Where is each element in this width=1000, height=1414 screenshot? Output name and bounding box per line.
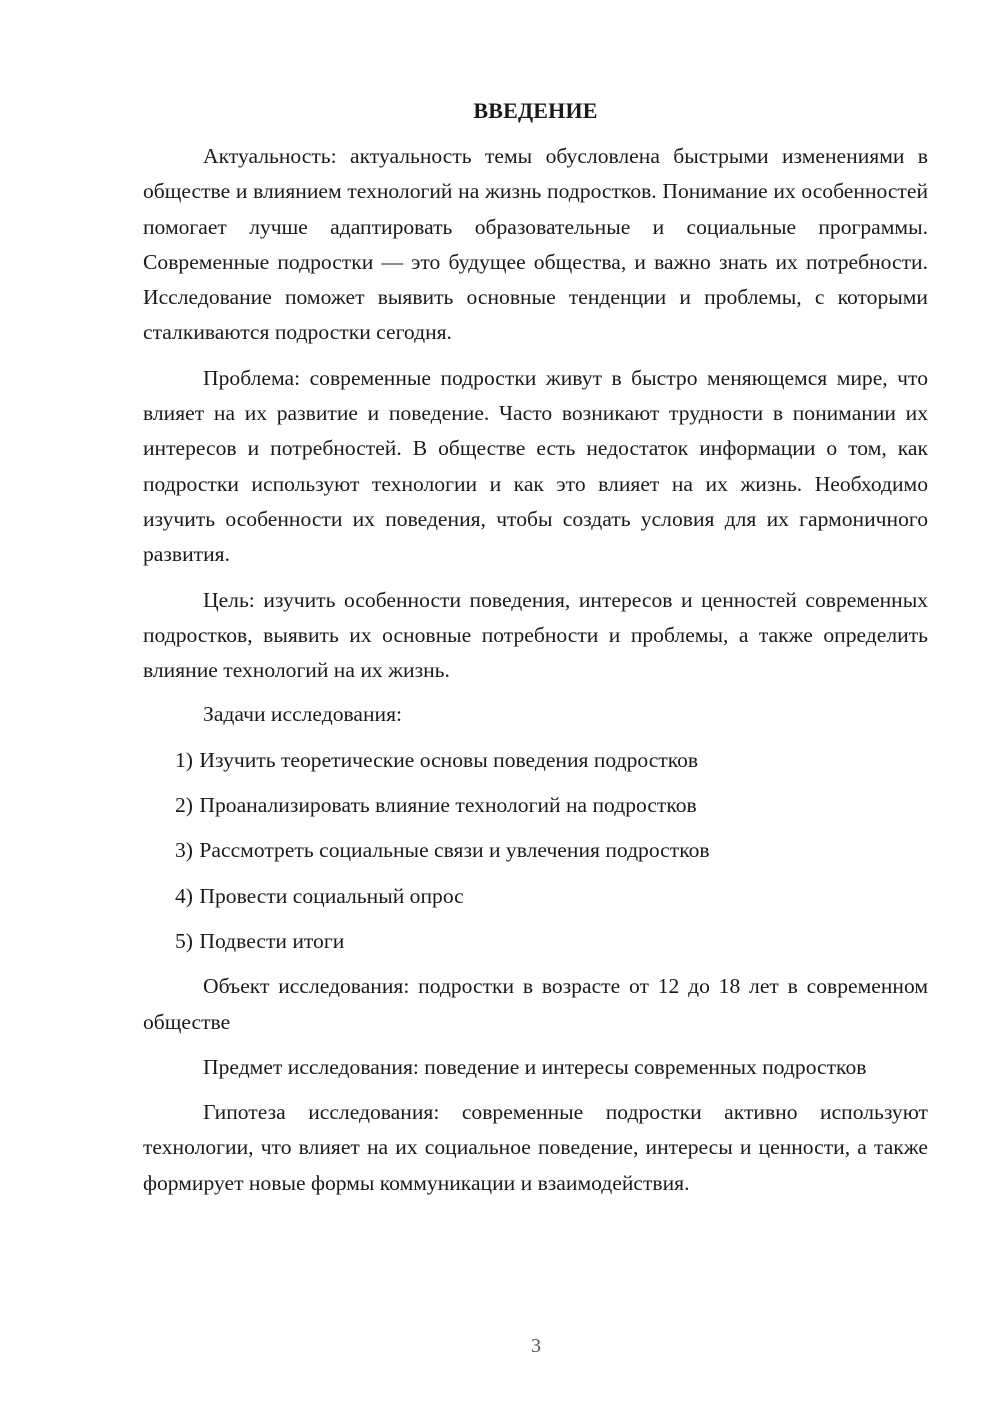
list-item-number: 5) bbox=[175, 928, 193, 953]
tasks-list bbox=[143, 743, 928, 959]
page-content bbox=[143, 95, 928, 1201]
list-item-text: Проанализировать влияние технологий на подростков bbox=[199, 793, 697, 818]
paragraph-relevance: Актуальность: актуальность темы обусловлена быстрыми изменениями в обществе и влиянием технологий на жизнь подростков. Понимание их особенностей помогает лучше адаптировать образовательные и социальные программы. Современные подростки — это будущее общества, и важно знать их потребности. Исследование поможет выявить основные тенденции и проблемы, с которыми сталкиваются подростки сегодня. bbox=[143, 144, 928, 345]
section-title: ВВЕДЕНИЕ bbox=[473, 98, 598, 123]
paragraph-problem: Проблема: современные подростки живут в быстро меняющемся мире, что влияет на их развитие и поведение. Часто возникают трудности в понимании их интересов и потребностей. В обществе есть недостаток информации о том, как подростки используют технологии и как это влияет на их жизнь. Необходимо изучить особенности их поведения, чтобы создать условия для их гармоничного развития. bbox=[143, 365, 928, 567]
list-item-text: Рассмотреть социальные связи и увлечения подростков bbox=[199, 838, 710, 863]
paragraph-goal: Цель: изучить особенности поведения, интересов и ценностей современных подростков, выявить их основные потребности и проблемы, а также определить влияние технологий на их жизнь. bbox=[143, 587, 928, 683]
tasks-heading: Задачи исследования: bbox=[203, 702, 403, 727]
paragraph-hypothesis: Гипотеза исследования: современные подростки активно используют технологии, что влияет на их социальное поведение, интересы и ценности, а также формирует новые формы коммуникации и взаимодействия. bbox=[143, 1100, 928, 1195]
list-item-number: 2) bbox=[175, 793, 193, 818]
list-item-number: 4) bbox=[175, 883, 193, 908]
list-item bbox=[143, 833, 928, 868]
list-item bbox=[143, 924, 928, 959]
list-item-text: Провести социальный опрос bbox=[199, 883, 464, 908]
paragraph-subject: Предмет исследования: поведение и интересы современных подростков bbox=[203, 1054, 867, 1079]
list-item-number: 3) bbox=[175, 838, 193, 863]
list-item-number: 1) bbox=[175, 747, 193, 772]
list-item-text: Изучить теоретические основы поведения подростков bbox=[199, 747, 699, 772]
list-item bbox=[143, 743, 928, 778]
list-item-text: Подвести итоги bbox=[199, 928, 345, 953]
paragraph-object: Объект исследования: подростки в возрасте от 12 до 18 лет в современном обществе bbox=[143, 974, 928, 1034]
list-item bbox=[143, 879, 928, 914]
page-number: 3 bbox=[531, 1335, 541, 1357]
list-item bbox=[143, 788, 928, 823]
